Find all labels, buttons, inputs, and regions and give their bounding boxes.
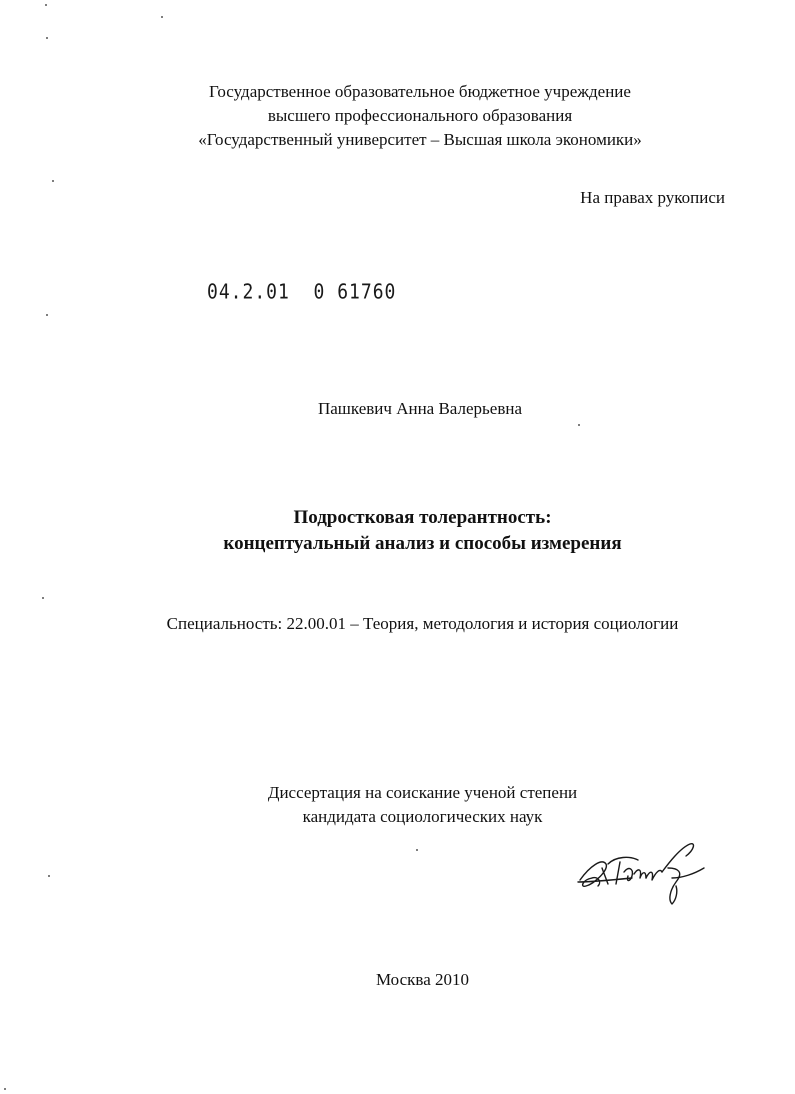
- handwritten-signature-icon: [572, 838, 722, 918]
- scan-speck: [52, 180, 54, 182]
- institution-line-3: «Государственный университет – Высшая школа экономики»: [198, 130, 642, 149]
- title-line-1: Подростковая толерантность:: [293, 507, 552, 528]
- degree-statement: [0, 781, 795, 829]
- institution-line-2: высшего профессионального образования: [267, 106, 573, 125]
- scan-speck: [46, 314, 48, 316]
- registry-stamp: 04.2.01 0 61760: [207, 280, 397, 305]
- scan-speck: [42, 597, 44, 599]
- degree-line-1: Диссертация на соискание ученой степени: [267, 783, 578, 802]
- institution-header: [0, 80, 795, 152]
- scan-speck: [4, 1088, 6, 1090]
- scan-speck: [161, 16, 163, 18]
- institution-line-1: Государственное образовательное бюджетное учреждение: [209, 82, 631, 101]
- city-year: Москва 2010: [375, 970, 470, 989]
- scan-speck: [48, 875, 50, 877]
- dissertation-title: [0, 505, 795, 557]
- rights-note: На правах рукописи: [580, 188, 725, 207]
- scan-speck: [578, 424, 580, 426]
- title-line-2: концептуальный анализ и способы измерения: [223, 533, 622, 554]
- scan-speck: [416, 849, 418, 851]
- specialty-line: Специальность: 22.00.01 – Теория, методология и история социологии: [166, 614, 679, 633]
- scan-speck: [46, 37, 48, 39]
- degree-line-2: кандидата социологических наук: [302, 807, 543, 826]
- author-name: Пашкевич Анна Валерьевна: [317, 399, 523, 418]
- scan-speck: [45, 4, 47, 6]
